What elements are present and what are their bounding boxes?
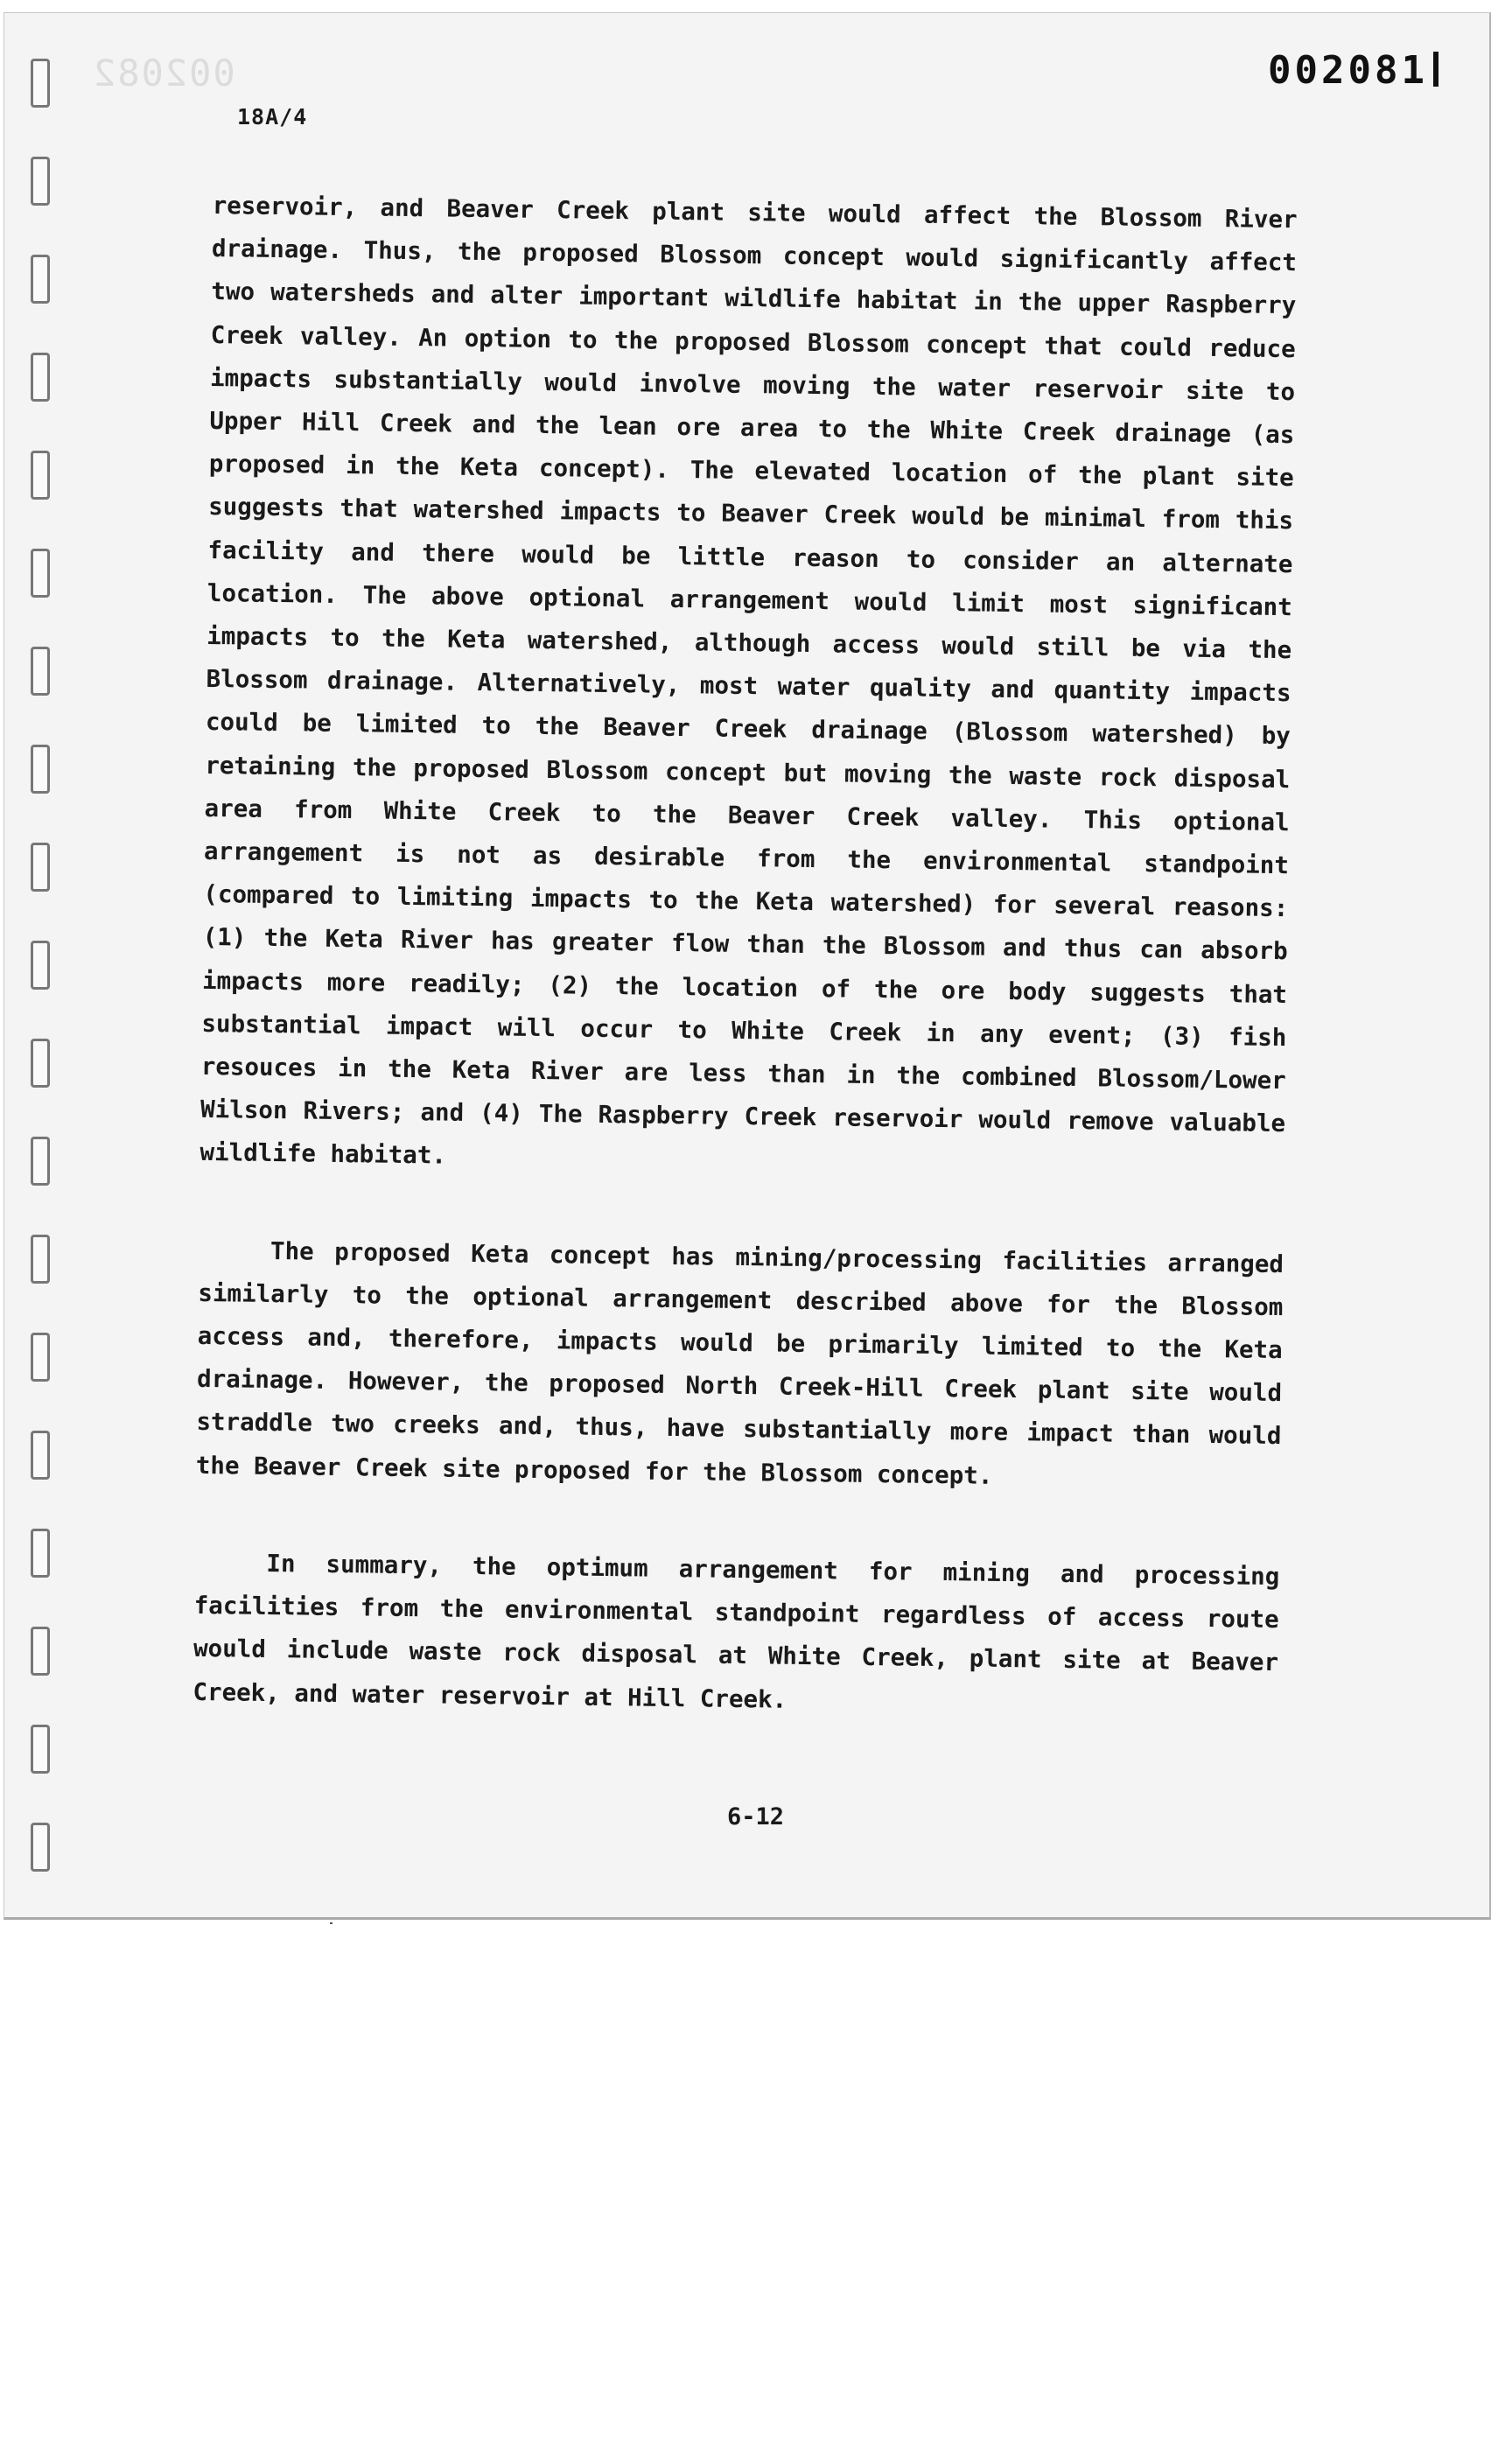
binder-hole (31, 745, 50, 794)
margin-mark (1433, 52, 1438, 87)
binder-hole (31, 1725, 50, 1774)
body-text (192, 185, 1298, 1782)
binder-hole (31, 941, 50, 990)
binder-hole (31, 1529, 50, 1578)
paragraph: In summary, the optimum arrangement for mining and processing facilities from the environmental standpoint regardless of access route would include waste rock disposal at White Creek, plant site at Beaver Creek, and water reservoir at Hill Creek. (192, 1549, 1280, 1714)
binder-hole (31, 549, 50, 598)
binder-hole (31, 255, 50, 304)
binder-hole (31, 1039, 50, 1088)
page-number: 6-12 (727, 1803, 785, 1830)
binder-hole (31, 1333, 50, 1382)
binder-hole (31, 647, 50, 696)
binder-hole (31, 353, 50, 402)
binder-hole (31, 1235, 50, 1284)
scanned-page (4, 12, 1491, 1920)
binder-hole (31, 1823, 50, 1872)
binder-hole (31, 1137, 50, 1186)
binder-hole (31, 843, 50, 892)
paragraph: reservoir, and Beaver Creek plant site would affect the Blossom River drainage. Thus, the proposed Blossom concept would significantly affect two watersheds and alter important wildlife habitat in the upper Raspberry Creek valley. An option to the proposed Blossom concept that could reduce impacts substantially would involve moving the water reservoir site to Upper Hill Creek and the lean ore area to the White Creek drainage (as proposed in the Keta concept). The elevated location of the plant site suggests that watershed impacts to Beaver Creek would be minimal from this facility and there would be little reason to consider an alternate location. The above optional arrangement would limit most significant impacts to the Keta watershed, although access would still be via the Blossom drainage. Alternatively, most water quality and quantity impacts could be limited to the Beaver Creek drainage (Blossom watershed) by retaining the proposed Blossom concept but moving the waste rock disposal area from White Creek to the Beaver Creek valley. This optional arrangement is not as desirable from the environmental standpoint (compared to limiting impacts to the Keta watershed) for several reasons: (1) the Keta River has greater flow than the Blossom and thus can absorb impacts more readily; (2) the location of the ore body suggests that substantial impact will occur to White Creek in any event; (3) fish resouces in the Keta River are less than in the combined Blossom/Lower Wilson Rivers; and (4) The Raspberry Creek reservoir would remove valuable wildlife habitat. (200, 191, 1298, 1171)
binder-hole (31, 1627, 50, 1676)
binder-hole (31, 451, 50, 500)
document-number-text: 002081 (1268, 48, 1428, 93)
binder-hole (31, 157, 50, 206)
binder-hole (31, 1431, 50, 1480)
bleed-through-number: 002082 (92, 52, 235, 94)
section-reference: 18A/4 (237, 104, 308, 130)
document-number (1268, 48, 1438, 93)
binder-hole (31, 59, 50, 108)
paragraph: The proposed Keta concept has mining/processing facilities arranged similarly to the optional arrangement described above for the Blossom access and, therefore, impacts would be primarily limited to the Keta drainage. However, the proposed North Creek-Hill Creek plant site would straddle two creeks and, thus, have substantially more impact than would the Beaver Creek site proposed for the Blossom concept. (195, 1236, 1284, 1490)
scan-speck (330, 1922, 332, 1924)
